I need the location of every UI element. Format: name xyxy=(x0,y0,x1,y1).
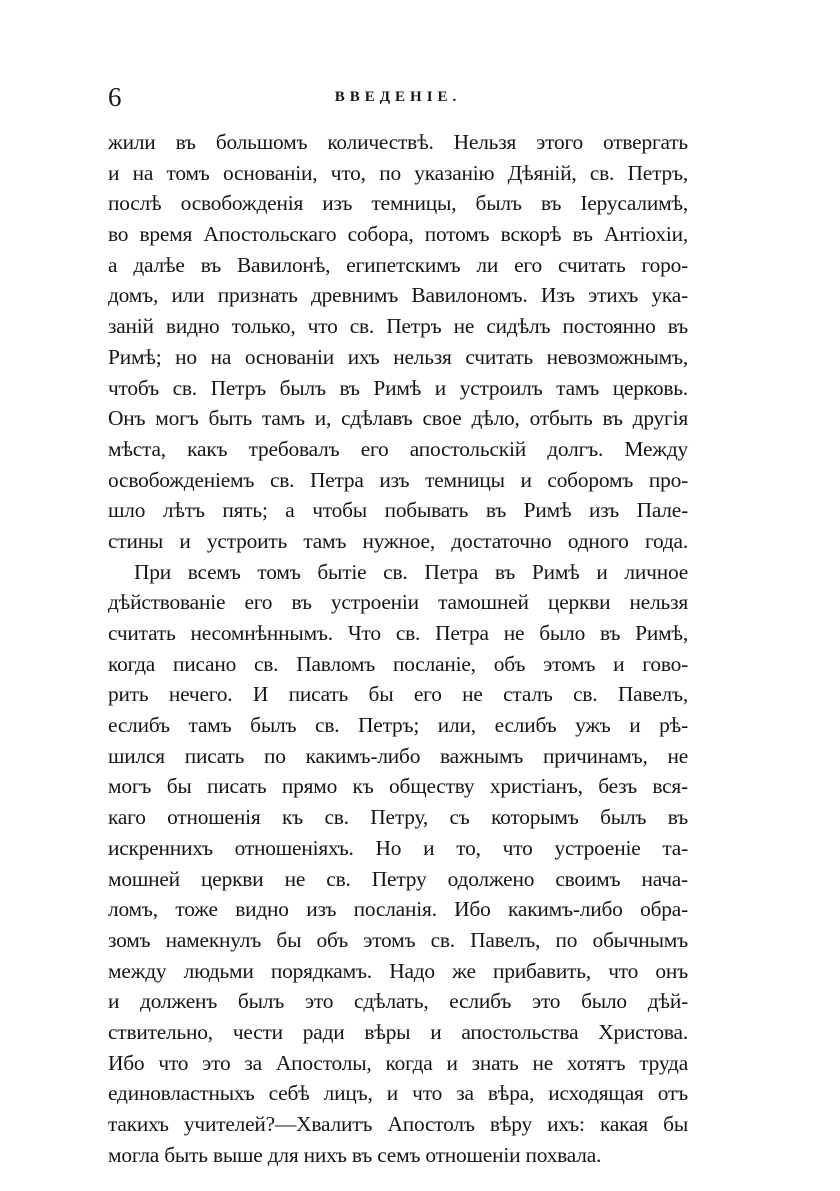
text-line: а далѣе въ Вавилонѣ, египетскимъ ли его считать горо- xyxy=(108,252,688,277)
paragraph-2 xyxy=(108,557,688,1171)
text-line: когда писано св. Павломъ посланiе, объ этомъ и гово- xyxy=(108,651,688,676)
text-line: могъ бы писать прямо къ обществу христiанъ, безъ вся- xyxy=(108,774,688,799)
text-line: и долженъ былъ это сдѣлать, еслибъ это было дѣй- xyxy=(108,989,688,1014)
page-header xyxy=(108,80,688,114)
text-line: занiй видно только, что св. Петръ не сидѣлъ постоянно въ xyxy=(108,314,688,339)
text-line: домъ, или признать древнимъ Вавилономъ. Изъ этихъ ука- xyxy=(108,283,688,308)
text-line: рить нечего. И писать бы его не сталъ св. Павелъ, xyxy=(108,682,688,707)
text-line: Ибо что это за Апостолы, когда и знать не хотятъ труда xyxy=(108,1050,688,1075)
text-line: ломъ, тоже видно изъ посланiя. Ибо какимъ-либо обра- xyxy=(108,897,688,922)
text-line: При всемъ томъ бытiе св. Петра въ Римѣ и личное xyxy=(134,559,688,584)
text-line: и на томъ основанiи, что, по указанiю Дѣянiй, св. Петръ, xyxy=(108,160,688,185)
text-line: еслибъ тамъ былъ св. Петръ; или, еслибъ ужъ и рѣ- xyxy=(108,713,688,738)
text-line: считать несомнѣннымъ. Что св. Петра не было въ Римѣ, xyxy=(108,621,688,645)
text-line: Римѣ; но на основанiи ихъ нельзя считать невозможнымъ, xyxy=(108,344,688,369)
text-line: шился писать по какимъ-либо важнымъ причинамъ, не xyxy=(108,743,688,768)
text-line: послѣ освобожденiя изъ темницы, былъ въ Iерусалимѣ, xyxy=(108,191,688,216)
text-line: могла быть выше для нихъ въ семъ отношенiи похвала. xyxy=(108,1142,602,1167)
text-line: шло лѣтъ пять; а чтобы побывать въ Римѣ изъ Пале- xyxy=(108,498,688,523)
text-line: единовластныхъ себѣ лицъ, и что за вѣра, исходящая отъ xyxy=(108,1081,688,1106)
text-line: ствительно, чести ради вѣры и апостольства Христова. xyxy=(108,1019,688,1044)
text-line: во время Апостольскаго собора, потомъ вскорѣ въ Антiохiи, xyxy=(108,222,688,247)
running-head: ВВЕДЕНIЕ. xyxy=(334,89,462,105)
text-line: такихъ учителей?—Хвалитъ Апостолъ вѣру ихъ: какая бы xyxy=(108,1112,688,1136)
text-line: стины и устроить тамъ нужное, достаточно одного года. xyxy=(108,528,688,553)
text-line: жили въ большомъ количествѣ. Нельзя этого отвергать xyxy=(108,130,688,154)
paragraph-1 xyxy=(108,127,688,557)
text-line: мѣста, какъ требовалъ его апостольскiй долгъ. Между xyxy=(108,436,688,461)
text-line: искреннихъ отношенiяхъ. Но и то, что устроенiе та- xyxy=(108,835,688,860)
text-line: каго отношенiя къ св. Петру, съ которымъ былъ въ xyxy=(108,805,688,830)
text-line: освобожденiемъ св. Петра изъ темницы и соборомъ про- xyxy=(108,467,688,492)
text-line: Онъ могъ быть тамъ и, сдѣлавъ свое дѣло, отбыть въ другiя xyxy=(108,406,688,431)
text-line: зомъ намекнулъ бы объ этомъ св. Павелъ, по обычнымъ xyxy=(108,927,688,952)
text-line: дѣйствованiе его въ устроенiи тамошней церкви нельзя xyxy=(108,590,688,615)
text-line: чтобъ св. Петръ былъ въ Римѣ и устроилъ тамъ церковь. xyxy=(108,375,688,400)
body-text xyxy=(108,127,688,1170)
text-line: мошней церкви не св. Петру одолжено своимъ нача- xyxy=(108,866,688,891)
page-number: 6 xyxy=(108,82,122,112)
text-line: между людьми порядкамъ. Надо же прибавить, что онъ xyxy=(108,958,688,983)
